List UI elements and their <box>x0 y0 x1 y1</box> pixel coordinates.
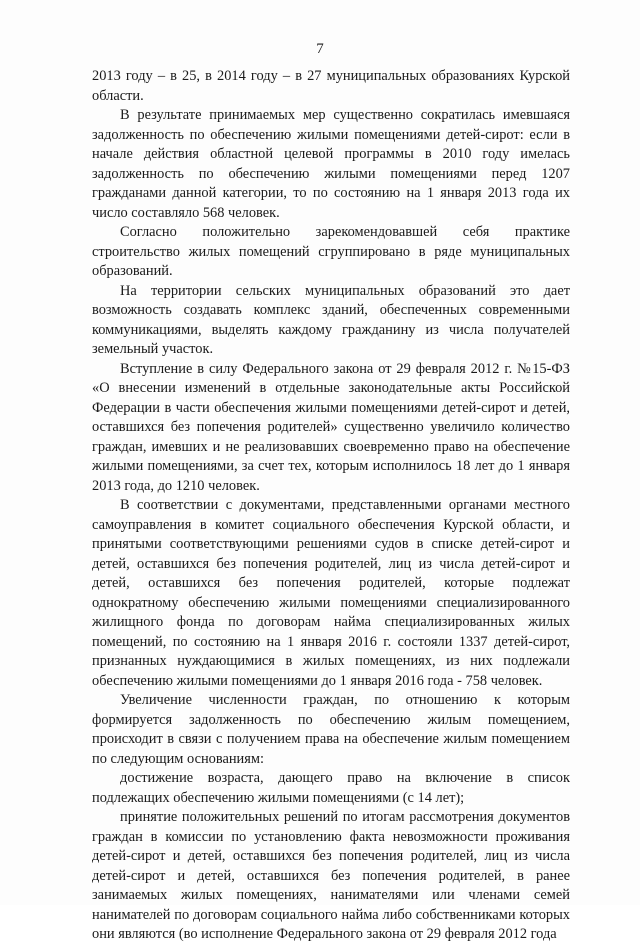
paragraph-federal-law: Вступление в силу Федерального закона от 29 февраля 2012 г. №15-ФЗ «О внесении изменений в отдельные законодательные акты Российской Федерации в части обеспечения жилыми помещениями детей-сирот и детей, оставшихся без попечения родителей» существенно увеличило количество граждан, имевших и не реализовавших своевременно право на обеспечение жилыми помещениями, за счет тех, которым исполнилось 18 лет до 1 января 2013 года, до 1210 человек. <box>92 360 570 494</box>
paragraph-increase-grounds: Увеличение численности граждан, по отношению к которым формируется задолженность по обеспечению жилым помещением, происходит в связи с получением права на обеспечение жилым помещением по следующим основаниям: <box>92 692 570 767</box>
list-item-age: достижение возраста, дающего право на включение в список подлежащих обеспечению жилыми помещениями (с 14 лет); <box>92 770 570 806</box>
list-item-commission: принятие положительных решений по итогам рассмотрения документов граждан в комиссии по установлению факта невозможности проживания детей-сирот и детей, оставшихся без попечения родителей, лиц из числа детей-сирот и детей, оставшихся без попечения родителей, в ранее занимаемых жилых помещениях, нанимателями или членами семей нанимателей по договорам социального найма либо собственниками которых они являются (во исполнение Федерального закона от 29 февраля 2012 года <box>92 809 570 942</box>
document-body <box>92 67 570 945</box>
paragraph-grouped-construction: Согласно положительно зарекомендовавшей себя практике строительство жилых помещений сгруппировано в ряде муниципальных образований. <box>92 224 570 279</box>
page-number: 7 <box>316 41 324 57</box>
paragraph-continuation: 2013 году – в 25, в 2014 году – в 27 муниципальных образованиях Курской области. <box>92 68 570 104</box>
paragraph-documents: В соответствии с документами, представленными органами местного самоуправления в комитет социального обеспечения Курской области, и принятыми соответствующими решениями судов в списке детей-сирот и детей, оставшихся без попечения родителей, лиц из числа детей-сирот и детей, оставшихся без попечения родителей, которые подлежат однократному обеспечению жилыми помещениями специализированного жилищного фонда по договорам найма специализированных жилых помещений, по состоянию на 1 января 2016 г. состояли 1337 детей-сирот, признанных нуждающимися в жилых помещениях, из них подлежали обеспечению жилыми помещениями до 1 января 2016 года - 758 человек. <box>92 497 570 689</box>
paragraph-rural-territories: На территории сельских муниципальных образований это дает возможность создавать комплекс зданий, обеспеченных современными коммуникациями, выделять каждому гражданину из числа получателей земельный участок. <box>92 282 570 357</box>
paragraph-debt-reduction: В результате принимаемых мер существенно сократилась имевшаяся задолженность по обеспечению жилыми помещениями детей-сирот: если в начале действия областной целевой программы в 2010 году имелась задолженность по обеспечению жилыми помещениями перед 1207 гражданами данной категории, то по состоянию на 1 января 2013 года их число составляло 568 человек. <box>92 107 570 221</box>
